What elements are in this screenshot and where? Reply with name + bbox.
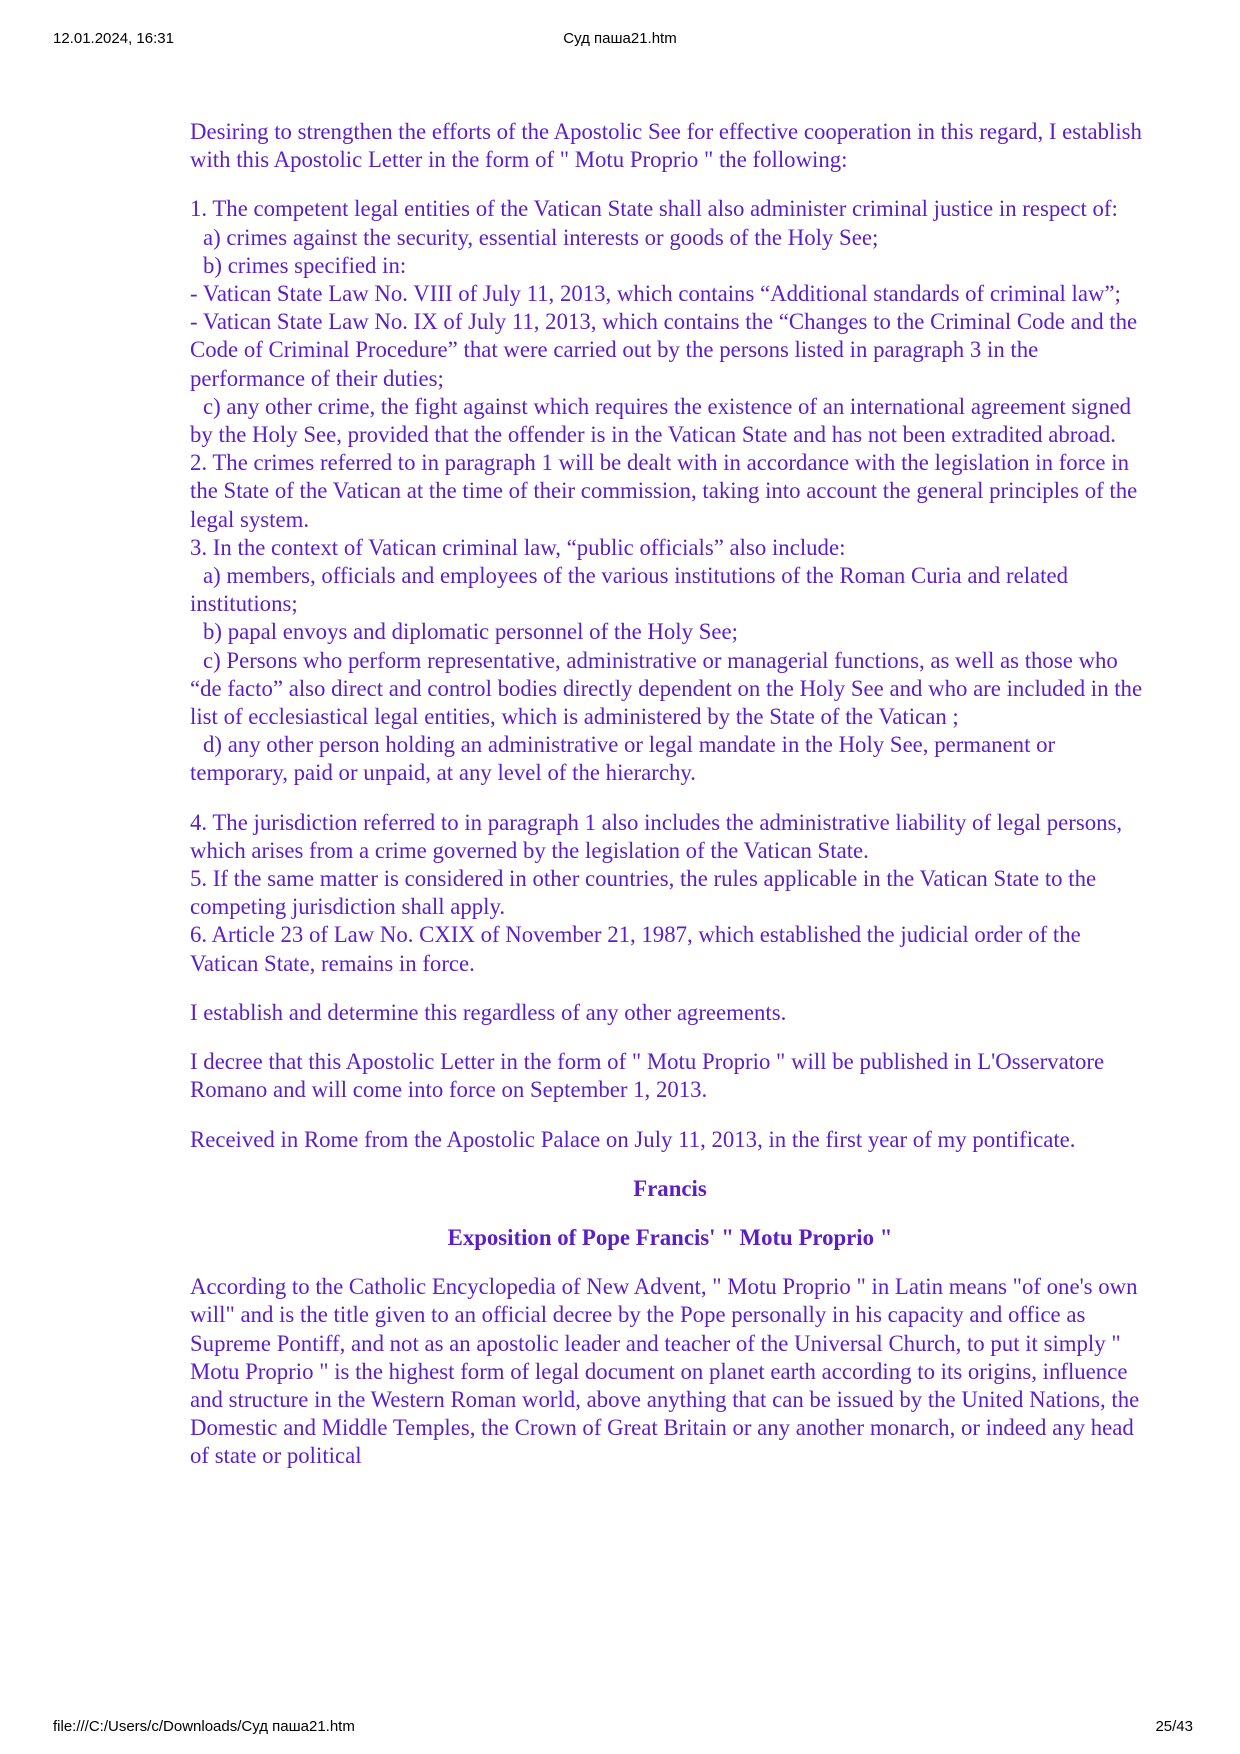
- list-item: c) any other crime, the fight against which requires the existence of an international agreement signed by the Holy See, provided that the offender is in the Vatican State and has not been extradited abroad.: [190, 393, 1131, 448]
- list-item: 1. The competent legal entities of the Vatican State shall also administer criminal justice in respect of:: [190, 196, 1118, 222]
- list-item: 3. In the context of Vatican criminal law, “public officials” also include:: [190, 534, 846, 560]
- list-item: 5. If the same matter is considered in other countries, the rules applicable in the Vatican State to the competing jurisdiction shall apply.: [190, 866, 1097, 920]
- list-item: b) papal envoys and diplomatic personnel of the Holy See;: [203, 619, 738, 645]
- list-item: - Vatican State Law No. IX of July 11, 2013, which contains the “Changes to the Criminal Code and the Code of Criminal Procedure” that were carried out by the persons listed in paragraph 3 in the performance of their duties;: [190, 309, 1138, 391]
- document-body: [190, 118, 1150, 1492]
- print-file-path: file:///C:/Users/c/Downloads/Суд паша21.htm: [53, 1718, 355, 1735]
- print-header: [0, 30, 1240, 50]
- decree-paragraph: I decree that this Apostolic Letter in the form of " Motu Proprio " will be published in L'Osservatore Romano and will come into force on September 1, 2013.: [190, 1049, 1105, 1103]
- exposition-paragraph: According to the Catholic Encyclopedia of New Advent, " Motu Proprio " in Latin means "of one's own will" and is the title given to an official decree by the Pope personally in his capacity and office as Supreme Pontiff, and not as an apostolic leader and teacher of the Universal Church, to put it simply " Motu Proprio " is the highest form of legal document on planet earth according to its origins, influence and structure in the Western Roman world, above anything that can be issued by the United Nations, the Domestic and Middle Temples, the Crown of Great Britain or any another monarch, or indeed any head of state or political: [190, 1274, 1140, 1469]
- received-paragraph: Received in Rome from the Apostolic Palace on July 11, 2013, in the first year of my pontificate.: [190, 1126, 1076, 1152]
- print-footer: [0, 1718, 1240, 1738]
- section-1-paragraph: [190, 195, 1150, 787]
- exposition-title: Exposition of Pope Francis' " Motu Proprio ": [447, 1224, 893, 1250]
- list-item: a) members, officials and employees of the various institutions of the Roman Curia and related institutions;: [190, 563, 1069, 617]
- print-doc-title: Суд паша21.htm: [563, 30, 677, 47]
- list-item: 4. The jurisdiction referred to in paragraph 1 also includes the administrative liability of legal persons, which arises from a crime governed by the legislation of the Vatican State.: [190, 809, 1123, 863]
- list-item: c) Persons who perform representative, administrative or managerial functions, as well as those who “de facto” also direct and control bodies directly dependent on the Holy See and who are included in the list of ecclesiastical legal entities, which is administered by the State of the Vatican ;: [190, 647, 1143, 730]
- list-item: 2. The crimes referred to in paragraph 1 will be dealt with in accordance with the legislation in force in the State of the Vatican at the time of their commission, taking into account the general principles of the legal system.: [190, 450, 1138, 532]
- print-page-number: 25/43: [1155, 1718, 1193, 1735]
- section-2-paragraph: [190, 809, 1150, 978]
- list-item: b) crimes specified in:: [203, 252, 407, 278]
- list-item: a) crimes against the security, essential interests or goods of the Holy See;: [203, 224, 879, 250]
- print-datetime: 12.01.2024, 16:31: [53, 30, 174, 47]
- intro-paragraph: Desiring to strengthen the efforts of the Apostolic See for effective cooperation in this regard, I establish with this Apostolic Letter in the form of " Motu Proprio " the following:: [190, 119, 1142, 173]
- list-item: d) any other person holding an administrative or legal mandate in the Holy See, permanent or temporary, paid or unpaid, at any level of the hierarchy.: [190, 732, 1056, 786]
- establish-paragraph: I establish and determine this regardless of any other agreements.: [190, 999, 787, 1025]
- list-item: 6. Article 23 of Law No. CXIX of November 21, 1987, which established the judicial order of the Vatican State, remains in force.: [190, 922, 1081, 976]
- signature: Francis: [633, 1175, 707, 1201]
- list-item: - Vatican State Law No. VIII of July 11, 2013, which contains “Additional standards of criminal law”;: [190, 281, 1121, 307]
